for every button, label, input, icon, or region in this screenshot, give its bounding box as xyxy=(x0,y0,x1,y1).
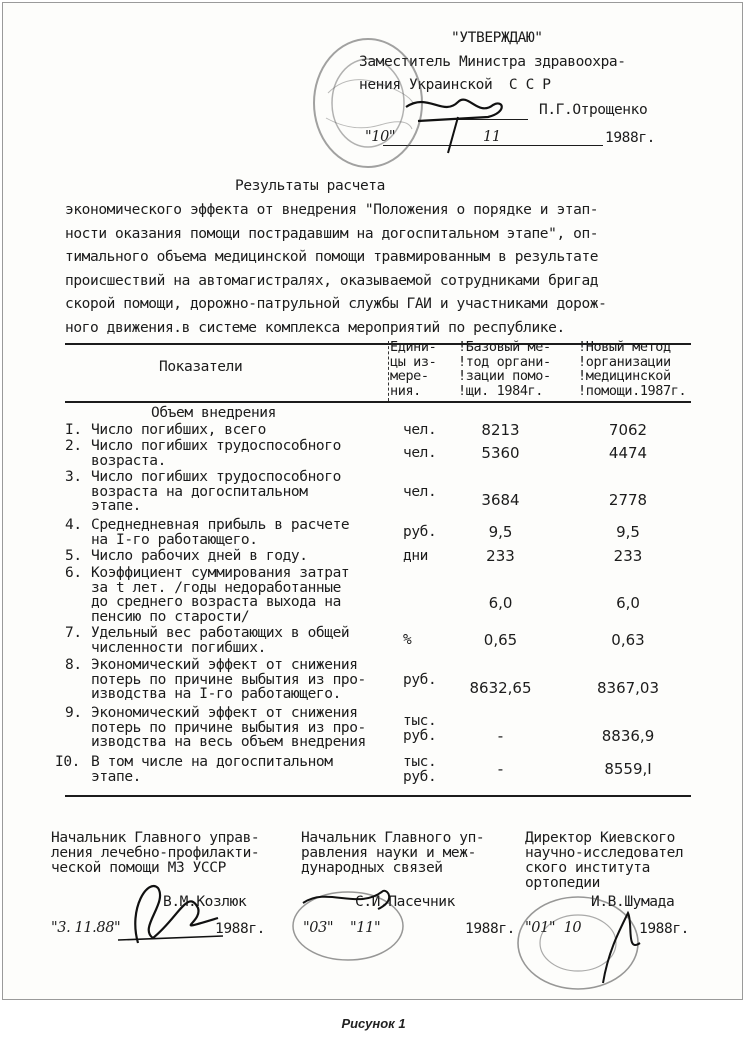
row-unit: тыс. xyxy=(403,712,437,729)
header-unit-line: цы из- xyxy=(390,353,437,370)
row-label: численности погибших. xyxy=(91,639,266,656)
approval-date-day: "10" xyxy=(365,129,396,145)
signature-title-line: Директор Киевского xyxy=(525,830,675,846)
row-base-value: 8632,65 xyxy=(469,679,532,698)
row-unit: руб. xyxy=(403,769,437,786)
heading-line: ности оказания помощи пострадавшим на догоспитальном этапе", оп- xyxy=(65,225,599,242)
document-title: Результаты расчета xyxy=(235,178,385,194)
row-label: на I-го работающего. xyxy=(91,531,258,548)
row-label: В том числе на догоспитальном xyxy=(91,754,333,770)
row-base-value: 233 xyxy=(486,547,515,565)
row-unit: руб. xyxy=(403,524,437,541)
row-unit: руб. xyxy=(403,671,437,688)
signature-title-line: Начальник Главного уп- xyxy=(301,830,485,846)
row-number: I. xyxy=(65,422,82,438)
header-unit-line: мере- xyxy=(390,368,429,384)
row-number: 2. xyxy=(65,438,82,454)
row-label: возраста. xyxy=(91,452,166,469)
row-new-value: 233 xyxy=(613,547,643,565)
signature-name: В.М.Козлюк xyxy=(163,894,247,910)
row-label: Экономический эффект от снижения xyxy=(91,657,358,673)
row-base-value: 5360 xyxy=(481,444,520,463)
signature-title-line: дународных связей xyxy=(301,860,443,876)
row-label: этапе. xyxy=(91,768,141,785)
header-unit-line: Едини- xyxy=(390,339,437,355)
row-label: Экономический эффект от снижения xyxy=(91,705,358,721)
signature-title-line: Начальник Главного управ- xyxy=(51,830,260,846)
row-label: потерь по причине выбытия из про- xyxy=(91,671,366,688)
row-number: 9. xyxy=(65,705,82,721)
header-new-line: !организации xyxy=(578,353,671,370)
row-label: Число рабочих дней в году. xyxy=(91,548,308,564)
row-label: изводства на весь объем внедрения xyxy=(91,734,366,751)
row-label: изводства на I-го работающего. xyxy=(91,686,341,703)
heading-line: скорой помощи, дорожно-патрульной службы ГАИ и участниками дорож- xyxy=(65,296,607,313)
row-new-value: 4474 xyxy=(608,444,648,463)
row-label: Число погибших, всего xyxy=(91,422,266,438)
row-new-value: 8836,9 xyxy=(601,727,655,746)
signature-date: "03" "11" xyxy=(303,920,381,936)
row-label: пенсию по старости/ xyxy=(91,608,250,625)
signature-year: 1988г. xyxy=(215,921,265,937)
row-base-value: 0,65 xyxy=(483,631,518,650)
institute-stamp-3 xyxy=(508,883,648,993)
row-number: 3. xyxy=(65,469,82,485)
institute-stamp-2 xyxy=(288,881,408,961)
header-indicator: Показатели xyxy=(159,359,243,375)
heading-line: тимального объема медицинской помощи травмированным в результате xyxy=(65,249,599,266)
header-unit-line: ния. xyxy=(390,382,421,399)
signature-year: 1988г. xyxy=(465,921,515,937)
signature-name: И.В.Шумада xyxy=(591,894,675,910)
row-new-value: 2778 xyxy=(608,491,648,510)
row-number: 5. xyxy=(65,548,82,564)
row-unit: тыс. xyxy=(403,754,437,771)
header-base-line: !зации помо- xyxy=(458,368,551,384)
signature-date: "01" 10 xyxy=(525,920,582,936)
approval-line-2: нения Украинской С С Р xyxy=(359,77,551,93)
header-base-line: !Базовый ме- xyxy=(458,339,551,355)
approval-signer: П.Г.Отрощенко xyxy=(539,102,648,118)
table-bottom-rule xyxy=(65,795,691,797)
row-base-value: - xyxy=(497,727,504,746)
signature-title-line: ского института xyxy=(525,860,650,876)
row-new-value: 6,0 xyxy=(616,593,640,612)
row-base-value: 6,0 xyxy=(488,593,513,612)
row-base-value: 9,5 xyxy=(488,523,513,542)
row-new-value: 9,5 xyxy=(616,523,640,542)
row-label: Среднедневная прибыль в расчете xyxy=(91,517,350,533)
header-base-line: !тод органи- xyxy=(458,353,551,370)
header-divider xyxy=(388,341,389,401)
signature-name: С.И.Пасечник xyxy=(355,894,455,910)
row-unit: руб. xyxy=(403,727,437,744)
document-page xyxy=(2,2,743,1000)
row-number: 4. xyxy=(65,517,82,533)
row-number: I0. xyxy=(55,754,80,770)
signature-date: "3. 11.88" xyxy=(51,920,121,936)
header-new-line: !помощи.1987г. xyxy=(578,382,687,399)
approval-date-month: 11 xyxy=(483,129,501,145)
row-unit: дни xyxy=(403,548,428,564)
signature-title-line: научно-исследовател xyxy=(525,845,684,861)
row-label: Число погибших трудоспособного xyxy=(91,469,341,485)
row-new-value: 7062 xyxy=(608,421,648,439)
row-number: 6. xyxy=(65,565,82,581)
header-new-line: !Новый метод xyxy=(578,339,671,355)
header-new-line: !медицинской xyxy=(578,368,671,384)
signature-scribble-1 xyxy=(108,848,228,948)
figure-caption: Рисунок 1 xyxy=(341,1016,406,1031)
row-label: за t лет. /годы недоработанные xyxy=(91,579,341,596)
row-label: до среднего возраста выхода на xyxy=(91,594,341,611)
heading-line: ного движения.в системе комплекса мероприятий по республике. xyxy=(65,320,565,336)
header-base-line: !щи. 1984г. xyxy=(458,382,544,399)
signature-title-line: ческой помощи МЗ УССР xyxy=(51,860,226,876)
row-number: 7. xyxy=(65,625,82,641)
row-label: Коэффициент суммирования затрат xyxy=(91,565,350,581)
row-new-value: 8367,03 xyxy=(596,679,660,698)
row-unit: чел. xyxy=(403,445,437,462)
row-label: Число погибших трудоспособного xyxy=(91,438,341,454)
approval-date-year: 1988г. xyxy=(605,130,655,146)
row-label: Удельный вес работающих в общей xyxy=(91,625,350,641)
row-number: 8. xyxy=(65,657,82,673)
heading-line: экономического эффекта от внедрения "Положения о порядке и этап- xyxy=(65,202,599,218)
approval-title: "УТВЕРЖДАЮ" xyxy=(451,30,543,46)
row-label: потерь по причине выбытия из про- xyxy=(91,719,366,736)
row-new-value: 8559,I xyxy=(604,760,652,779)
row-unit: чел. xyxy=(403,422,437,438)
row-unit: % xyxy=(403,632,412,649)
heading-line: происшествий на автомагистралях, оказываемой сотрудниками бригад xyxy=(65,272,599,289)
row-base-value: 8213 xyxy=(481,421,520,439)
row-label: возраста на догоспитальном xyxy=(91,483,308,500)
row-base-value: 3684 xyxy=(481,491,520,510)
row-unit: чел. xyxy=(403,483,437,500)
row-base-value: - xyxy=(497,760,504,779)
row-label: этапе. xyxy=(91,498,141,515)
approval-line-1: Заместитель Министра здравоохра- xyxy=(359,54,626,70)
signature-title-line: равления науки и меж- xyxy=(301,845,476,861)
signature-year: 1988г. xyxy=(639,921,689,937)
section-title: Объем внедрения xyxy=(151,405,276,421)
signature-title-line: ортопедии xyxy=(525,875,600,891)
row-new-value: 0,63 xyxy=(611,631,645,650)
approval-signature xyxy=(398,87,518,157)
table-header-rule xyxy=(65,401,691,403)
signature-title-line: ления лечебно-профилакти- xyxy=(51,845,260,861)
